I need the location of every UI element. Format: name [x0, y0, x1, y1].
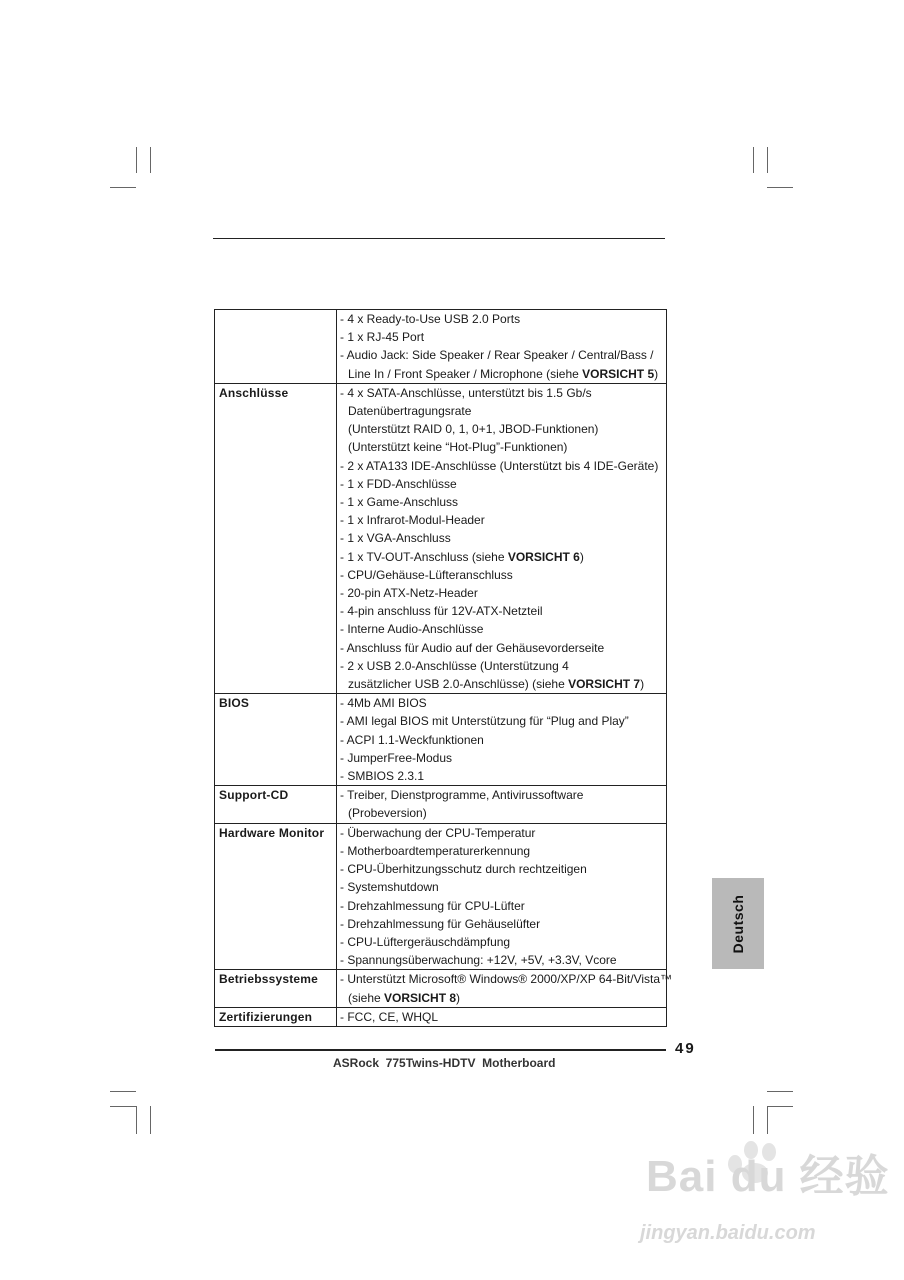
spec-label: Zertifizierungen — [215, 1007, 337, 1026]
spec-label: Anschlüsse — [215, 383, 337, 693]
spec-line-text: - 4 x SATA-Anschlüsse, unterstützt bis 1.5 Gb/s — [340, 385, 592, 400]
spec-label: Hardware Monitor — [215, 823, 337, 970]
spec-line — [340, 402, 666, 420]
spec-line — [340, 933, 666, 951]
footer-rule — [215, 1049, 666, 1051]
language-side-tab — [712, 878, 764, 969]
spec-line-text: - Treiber, Dienstprogramme, Antivirussoftware — [340, 788, 584, 803]
spec-line-text: - 4-pin anschluss für 12V-ATX-Netzteil — [340, 604, 543, 619]
crop-mark-top-left-v1 — [136, 147, 137, 173]
spec-line — [340, 749, 666, 767]
spec-line-text: - Systemshutdown — [340, 880, 439, 895]
spec-line — [340, 951, 666, 969]
specification-table-body — [215, 310, 673, 1027]
spec-line — [340, 566, 666, 584]
spec-line-text: - ACPI 1.1-Weckfunktionen — [340, 732, 484, 747]
spec-line-text: - Anschluss für Audio auf der Gehäusevorderseite — [340, 640, 605, 655]
spec-line — [340, 310, 666, 328]
spec-line-text: - Drehzahlmessung für CPU-Lüfter — [340, 898, 525, 913]
spec-line — [340, 365, 666, 383]
spec-line-text: - 1 x FDD-Anschlüsse — [340, 476, 457, 491]
spec-value — [337, 694, 667, 786]
spec-line-text: Line In / Front Speaker / Microphone (siehe — [348, 366, 583, 381]
spec-line-text: - 2 x USB 2.0-Anschlüsse (Unterstützung 4 — [340, 658, 569, 673]
spec-line — [340, 657, 666, 675]
crop-mark-bottom-right-v2 — [767, 1106, 768, 1134]
spec-line — [340, 584, 666, 602]
spec-line — [340, 639, 666, 657]
crop-mark-top-left-v2 — [150, 147, 151, 173]
spec-label — [215, 310, 337, 384]
spec-line-text: - Spannungsüberwachung: +12V, +5V, +3.3V, Vcore — [340, 953, 617, 968]
spec-row — [215, 823, 667, 970]
spec-line — [340, 842, 666, 860]
spec-line — [340, 878, 666, 896]
spec-line — [340, 548, 666, 566]
spec-line-text: - Audio Jack: Side Speaker / Rear Speaker / Central/Bass / — [340, 348, 654, 363]
spec-line-text: - CPU-Überhitzungsschutz durch rechtzeitigen — [340, 862, 587, 877]
spec-line-text: - CPU-Lüftergeräuschdämpfung — [340, 934, 511, 949]
spec-line — [340, 989, 666, 1007]
spec-value — [337, 786, 667, 823]
spec-line — [340, 1008, 666, 1026]
spec-line-note-ref: VORSICHT 6 — [507, 549, 580, 564]
spec-row — [215, 383, 667, 693]
spec-line — [340, 970, 673, 988]
spec-line — [340, 860, 666, 878]
spec-line — [340, 897, 666, 915]
spec-line — [340, 602, 666, 620]
spec-value — [337, 823, 667, 970]
spec-line-text: - AMI legal BIOS mit Unterstützung für “Plug and Play” — [340, 714, 629, 729]
spec-line — [340, 694, 666, 712]
footer-product-name: ASRock 775Twins-HDTV Motherboard — [333, 1056, 556, 1070]
spec-line — [340, 804, 666, 822]
spec-line-text: - 1 x Infrarot-Modul-Header — [340, 513, 485, 528]
spec-label: BIOS — [215, 694, 337, 786]
spec-line-note-ref: VORSICHT 8 — [384, 990, 457, 1005]
spec-line — [340, 457, 666, 475]
spec-line-text: - 20-pin ATX-Netz-Header — [340, 586, 478, 601]
spec-line — [340, 438, 666, 456]
spec-line — [340, 915, 666, 933]
spec-value — [337, 310, 667, 384]
spec-line-text: - Drehzahlmessung für Gehäuselüfter — [340, 916, 541, 931]
crop-mark-bottom-left-v — [136, 1106, 137, 1134]
spec-line-note-ref: VORSICHT 5 — [582, 366, 655, 381]
spec-row — [215, 310, 667, 384]
spec-value — [337, 383, 667, 693]
crop-mark-bottom-right-h — [767, 1091, 793, 1092]
spec-line-text: - FCC, CE, WHQL — [340, 1009, 438, 1024]
specification-table — [214, 309, 673, 1027]
spec-row — [215, 694, 667, 786]
crop-mark-bottom-left-v2 — [150, 1106, 151, 1134]
spec-line — [340, 493, 666, 511]
spec-line — [340, 824, 666, 842]
spec-line-text: (Unterstützt RAID 0, 1, 0+1, JBOD-Funktionen) — [348, 422, 599, 437]
spec-line-text: - SMBIOS 2.3.1 — [340, 769, 425, 784]
crop-mark-top-left-h — [110, 187, 136, 188]
spec-line-text: - 4 x Ready-to-Use USB 2.0 Ports — [340, 312, 521, 326]
crop-mark-top-right-v1 — [753, 147, 754, 173]
spec-line — [340, 475, 666, 493]
spec-line-note-ref: VORSICHT 7 — [568, 677, 641, 692]
spec-line-text: (Unterstützt keine “Hot-Plug”-Funktionen) — [348, 440, 568, 455]
spec-line-text: - Interne Audio-Anschlüsse — [340, 622, 484, 637]
spec-line — [340, 767, 666, 785]
spec-line-text: zusätzlicher USB 2.0-Anschlüsse) (siehe — [348, 677, 569, 692]
spec-line — [340, 328, 666, 346]
spec-line — [340, 384, 666, 402]
spec-line-suffix: ) — [640, 677, 645, 692]
crop-mark-bottom-left-h — [110, 1091, 136, 1092]
crop-mark-bottom-left-h2 — [110, 1106, 136, 1107]
crop-mark-top-right-v2 — [767, 147, 768, 173]
spec-line-suffix: ) — [654, 366, 659, 381]
spec-line — [340, 786, 666, 804]
spec-line-suffix: ) — [456, 990, 461, 1005]
spec-line — [340, 529, 666, 547]
spec-line-text: (Probeversion) — [348, 806, 427, 821]
spec-line-text: - CPU/Gehäuse-Lüfteranschluss — [340, 567, 513, 582]
crop-mark-bottom-right-v — [753, 1106, 754, 1134]
watermark-url: jingyan.baidu.com — [640, 1222, 816, 1244]
spec-line-text: - 4Mb AMI BIOS — [340, 696, 427, 711]
spec-line-text: - 1 x VGA-Anschluss — [340, 531, 451, 546]
spec-line — [340, 420, 666, 438]
spec-line-text: - 1 x TV-OUT-Anschluss (siehe — [340, 549, 508, 564]
spec-label: Betriebssysteme — [215, 970, 337, 1007]
spec-line — [340, 675, 666, 693]
spec-label: Support-CD — [215, 786, 337, 823]
crop-mark-bottom-right-h2 — [767, 1106, 793, 1107]
spec-line-text: - 1 x Game-Anschluss — [340, 495, 459, 510]
spec-line-text: - 2 x ATA133 IDE-Anschlüsse (Unterstützt bis 4 IDE-Geräte) — [340, 458, 659, 473]
spec-line — [340, 731, 666, 749]
crop-mark-top-right-h — [767, 187, 793, 188]
spec-line-text: (siehe — [348, 990, 385, 1005]
spec-line-text: - JumperFree-Modus — [340, 750, 453, 765]
spec-value — [337, 970, 673, 1007]
header-rule — [213, 238, 665, 239]
language-side-tab-label: Deutsch — [730, 894, 746, 953]
spec-line — [340, 346, 666, 364]
spec-row — [215, 1007, 667, 1026]
watermark-logo: Bai du 经验 — [646, 1152, 890, 1201]
spec-line-text: - 1 x RJ-45 Port — [340, 330, 425, 345]
spec-row — [215, 786, 667, 823]
spec-line-suffix: ) — [579, 549, 584, 564]
spec-value — [337, 1007, 667, 1026]
spec-line-text: - Überwachung der CPU-Temperatur — [340, 825, 536, 840]
spec-line — [340, 511, 666, 529]
spec-line — [340, 712, 666, 730]
spec-line — [340, 620, 666, 638]
spec-line-text: - Unterstützt Microsoft® Windows® 2000/XP/XP 64-Bit/Vista™ — [340, 972, 673, 987]
page-number: 49 — [675, 1040, 696, 1057]
spec-row — [215, 970, 667, 1007]
spec-line-text: Datenübertragungsrate — [348, 404, 472, 419]
spec-line-text: - Motherboardtemperaturerkennung — [340, 843, 531, 858]
